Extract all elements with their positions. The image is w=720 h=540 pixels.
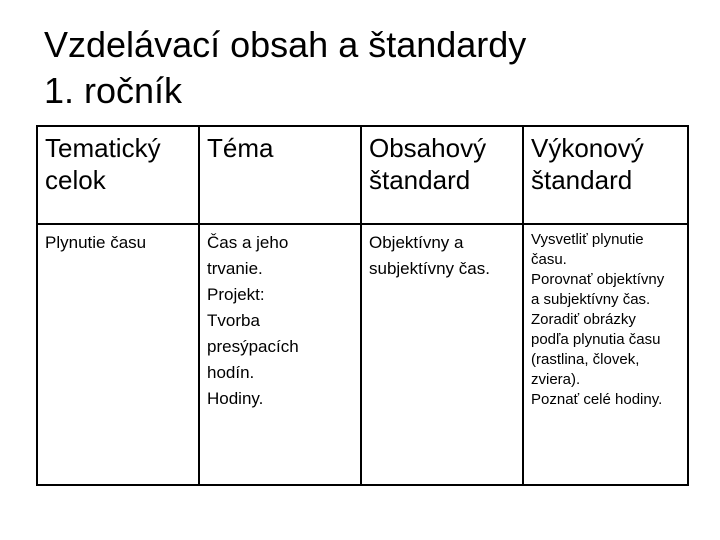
- cell-text: zviera).: [531, 371, 581, 388]
- cell-text: Objektívny a: [369, 233, 464, 252]
- header-vykonovy-standard: [523, 126, 688, 224]
- table-header-row: [37, 126, 688, 224]
- cell-text: (rastlina, človek,: [531, 351, 640, 368]
- header-obsahovy-standard: [361, 126, 523, 224]
- standards-table: [36, 125, 689, 486]
- header-text: štandard: [369, 165, 471, 195]
- title-line-1: Vzdelávací obsah a štandardy: [44, 24, 527, 65]
- cell-text: Poznať celé hodiny.: [531, 391, 663, 408]
- cell-text: podľa plynutia času: [531, 331, 661, 348]
- cell-text: Plynutie času: [45, 233, 147, 252]
- cell-text: Vysvetliť plynutie: [531, 231, 644, 248]
- cell-text: Čas a jeho: [207, 233, 289, 252]
- cell-text: a subjektívny čas.: [531, 291, 651, 308]
- cell-text: Hodiny.: [207, 389, 264, 408]
- page-title: [44, 22, 526, 114]
- header-text: štandard: [531, 165, 633, 195]
- header-text: Téma: [207, 133, 274, 163]
- cell-obsahovy-standard: [361, 224, 523, 485]
- header-text: Výkonový: [531, 133, 644, 163]
- header-text: celok: [45, 165, 106, 195]
- cell-text: Zoradiť obrázky: [531, 311, 636, 328]
- cell-text: trvanie.: [207, 259, 263, 278]
- cell-text: Tvorba: [207, 311, 260, 330]
- cell-tema: [199, 224, 361, 485]
- cell-text: hodín.: [207, 363, 255, 382]
- cell-vykonovy-standard: [523, 224, 688, 485]
- header-text: Obsahový: [369, 133, 487, 163]
- header-tema: [199, 126, 361, 224]
- cell-text: Porovnať objektívny: [531, 271, 665, 288]
- cell-text: času.: [531, 251, 567, 268]
- header-tematicky-celok: [37, 126, 199, 224]
- cell-text: subjektívny čas.: [369, 259, 490, 278]
- title-line-2: 1. ročník: [44, 70, 183, 111]
- table-row: [37, 224, 688, 485]
- cell-text: Projekt:: [207, 285, 265, 304]
- header-text: Tematický: [45, 133, 161, 163]
- cell-tematicky-celok: [37, 224, 199, 485]
- cell-text: presýpacích: [207, 337, 299, 356]
